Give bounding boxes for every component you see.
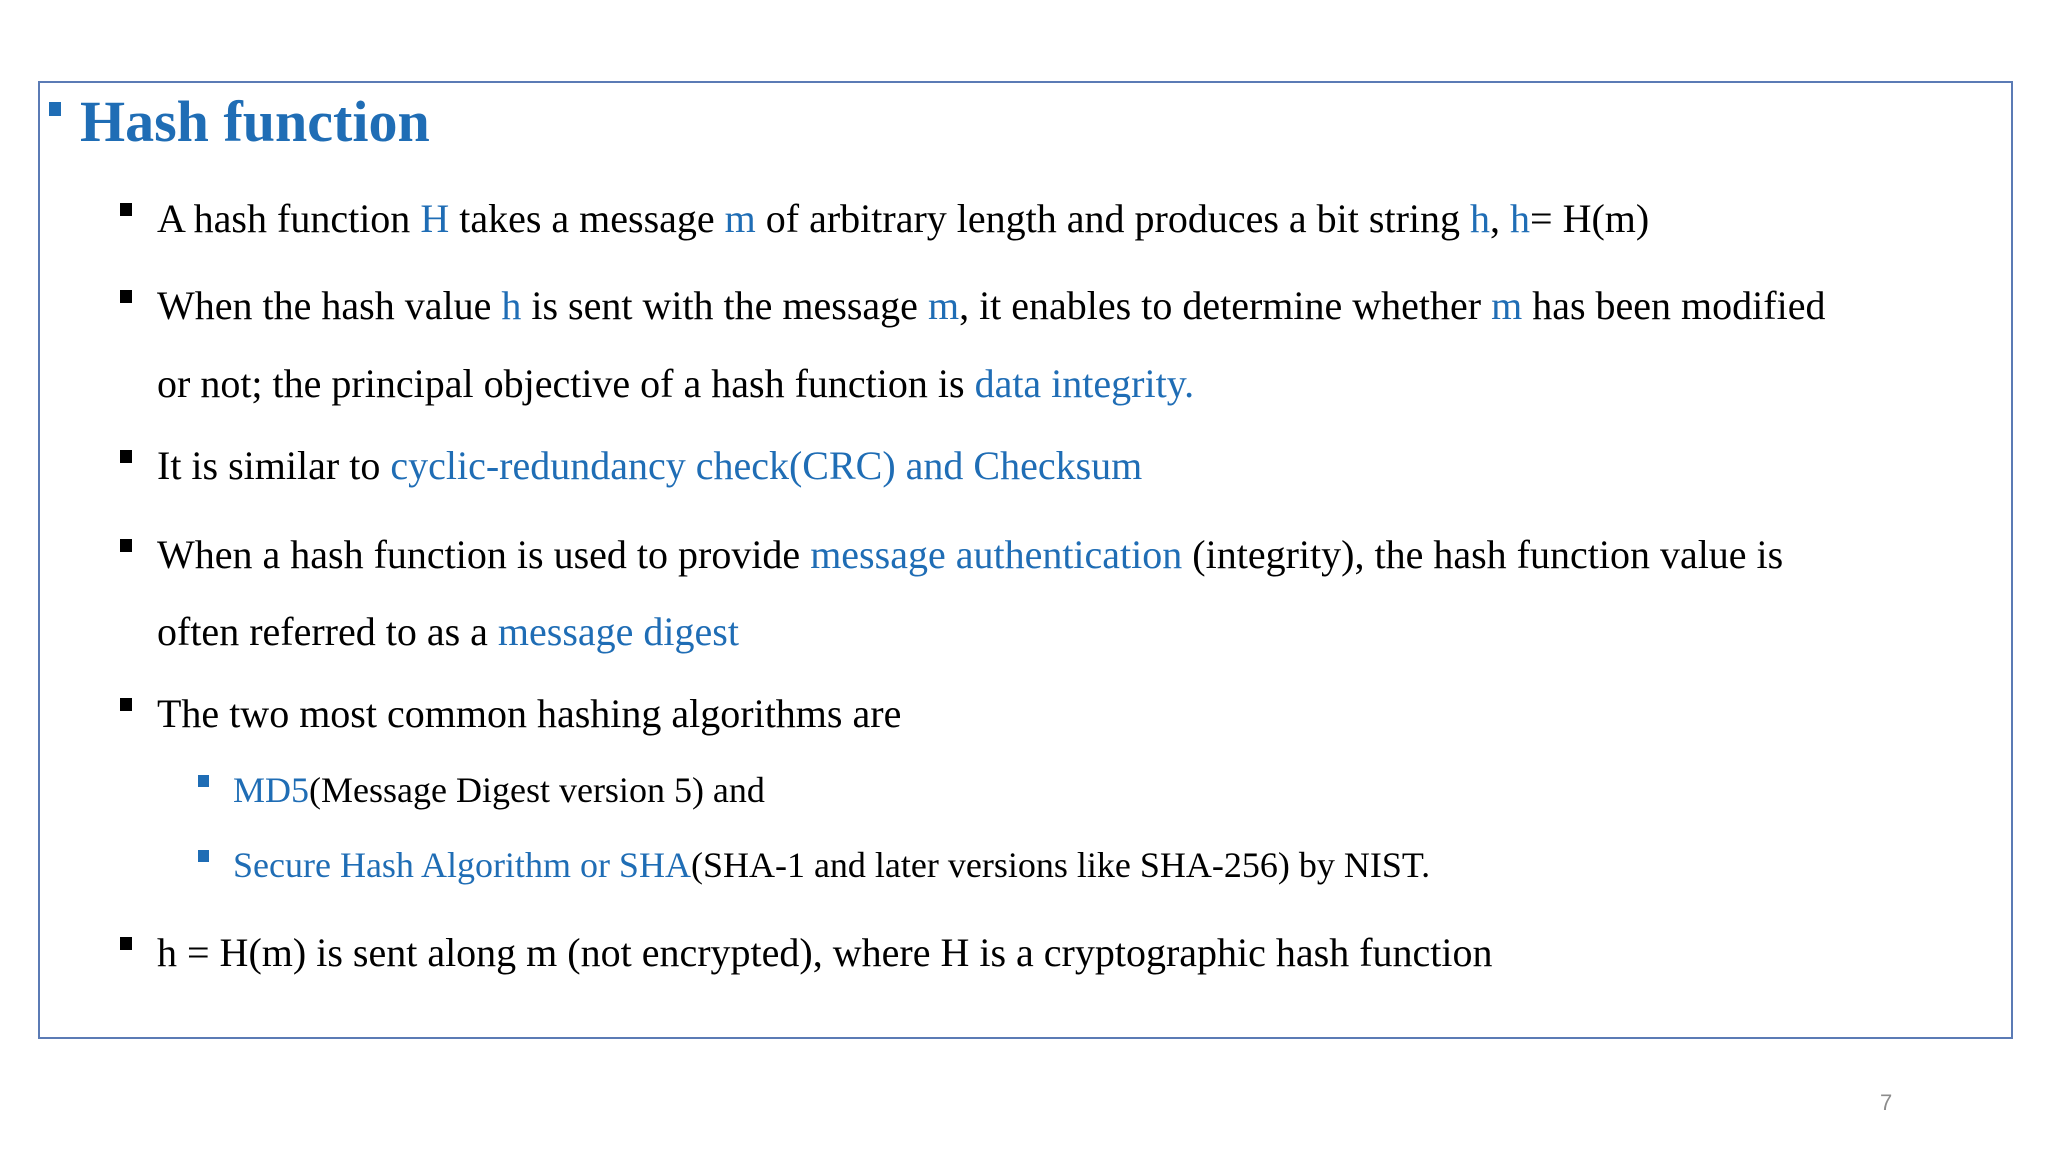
bullet-text: h = H(m) is sent along m (not encrypted), where H is a cryptographic hash function bbox=[157, 930, 1493, 975]
text-span: or not; the principal objective of a hash function is bbox=[157, 361, 975, 406]
square-bullet-icon bbox=[198, 775, 209, 787]
text-span: has been modified bbox=[1522, 283, 1826, 328]
text-span: of arbitrary length and produces a bit string bbox=[755, 196, 1471, 241]
text-span: (integrity), the hash function value is bbox=[1182, 532, 1784, 577]
highlight-span: h bbox=[501, 283, 522, 328]
highlight-span: m bbox=[724, 196, 756, 241]
text-span: = H(m) bbox=[1530, 196, 1650, 241]
highlight-span: H bbox=[420, 196, 450, 241]
square-bullet-icon bbox=[120, 539, 132, 552]
bullet-item-4-continuation bbox=[157, 606, 739, 658]
highlight-span: h bbox=[1510, 196, 1531, 241]
text-span: A hash function bbox=[157, 196, 421, 241]
title-bullet-icon bbox=[49, 102, 61, 116]
bullet-text bbox=[157, 440, 1142, 492]
highlight-span: m bbox=[927, 283, 960, 328]
text-span: It is similar to bbox=[157, 443, 391, 488]
sub-bullet-text bbox=[233, 842, 1430, 888]
sub-bullet-text bbox=[233, 767, 765, 813]
square-bullet-icon bbox=[120, 698, 132, 711]
bullet-text bbox=[157, 529, 1783, 581]
text-span: is sent with the message bbox=[521, 283, 928, 328]
highlight-span: cyclic-redundancy check(CRC) and Checksum bbox=[390, 443, 1143, 488]
slide-title: Hash function bbox=[80, 89, 430, 154]
highlight-span: message digest bbox=[497, 609, 739, 654]
square-bullet-icon bbox=[120, 203, 132, 216]
bullet-text bbox=[157, 280, 1825, 332]
bullet-text: The two most common hashing algorithms are bbox=[157, 691, 902, 736]
text-span: , it enables to determine whether bbox=[959, 283, 1492, 328]
text-span: When the hash value bbox=[157, 283, 502, 328]
highlight-span: m bbox=[1491, 283, 1523, 328]
square-bullet-icon bbox=[198, 850, 209, 862]
bullet-item-2-continuation bbox=[157, 358, 1194, 410]
text-span: takes a message bbox=[449, 196, 725, 241]
square-bullet-icon bbox=[120, 290, 132, 303]
text-span: often referred to as a bbox=[157, 609, 498, 654]
highlight-span: data integrity. bbox=[974, 361, 1195, 406]
highlight-span: Secure Hash Algorithm or SHA bbox=[233, 845, 691, 885]
square-bullet-icon bbox=[120, 937, 132, 950]
text-span: , bbox=[1490, 196, 1511, 241]
text-span: (SHA-1 and later versions like SHA-256) by NIST. bbox=[690, 845, 1431, 885]
highlight-span: message authentication bbox=[810, 532, 1183, 577]
text-span: (Message Digest version 5) and bbox=[309, 770, 765, 810]
bullet-text bbox=[157, 193, 1649, 245]
text-span: When a hash function is used to provide bbox=[157, 532, 811, 577]
highlight-span: h bbox=[1470, 196, 1491, 241]
square-bullet-icon bbox=[120, 450, 132, 463]
highlight-span: MD5 bbox=[233, 770, 310, 810]
page-number: 7 bbox=[1880, 1090, 1893, 1115]
